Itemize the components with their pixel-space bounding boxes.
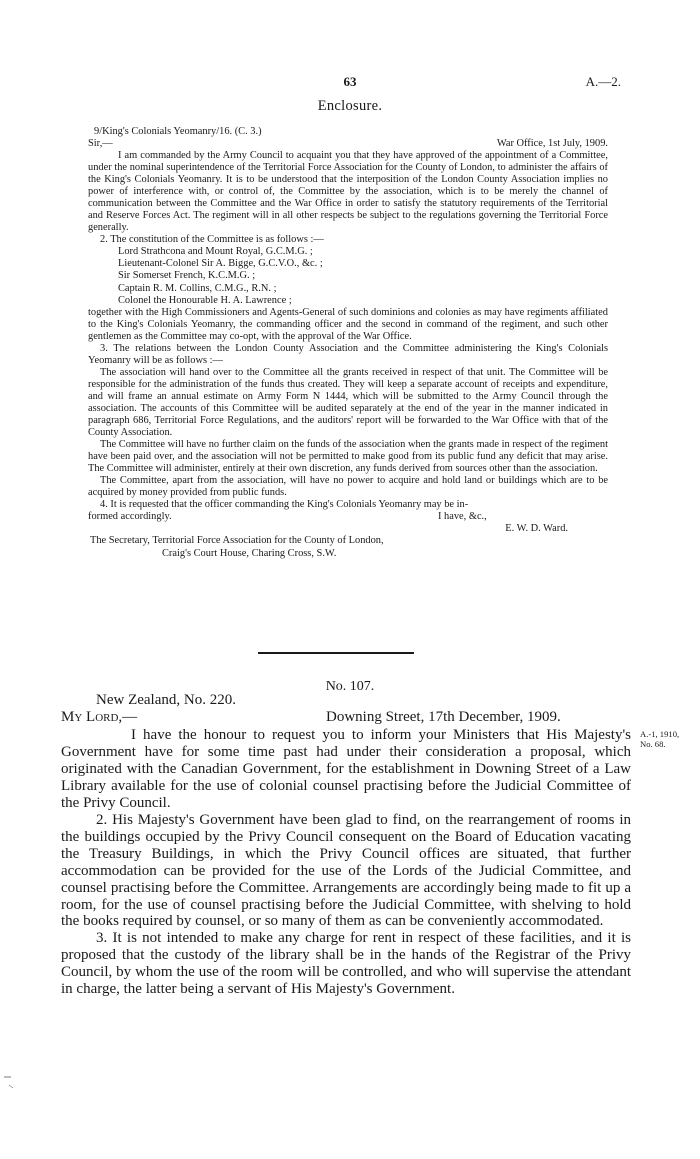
enclosure-paragraph-3a: The association will hand over to the Committee all the grants received in respect of that unit. The Committee will be responsible for the administration of the funds thus created. They will keep a separate account of receipts and expenditure, and will frame an annual estimate on Army Form N 1444, which will be submitted to the Army Council through the association. The accounts of this Committee will be audited separately at the end of the year in the manner indicated in paragraph 686, Territorial Force Regulations, and the auditors' report will be forwarded to the War Office with that of the County Association. <box>88 366 608 439</box>
enclosure-paragraph-3b: The Committee will have no further claim on the funds of the association when the grants made in respect of the regiment have been paid over, and the association will not be permitted to make good from its public fund any deficit that may arise. The Committee will administer, entirely at their own discretion, any funds derived from sources other than the association. <box>88 439 608 475</box>
margin-reference-line-2: No. 68. <box>640 739 666 749</box>
enclosure-paragraph-2-intro: 2. The constitution of the Committee is as follows :— <box>100 234 324 246</box>
enclosure-closing: I have, &c., <box>438 511 487 523</box>
reference-text: 9/King's Colonials Yeomanry/16. (C. 3.) <box>94 126 262 137</box>
page-number: 63 <box>343 74 357 89</box>
enclosure-signature: E. W. D. Ward. <box>505 523 568 535</box>
enclosure-salutation-line <box>88 138 608 150</box>
page-header <box>0 74 700 90</box>
enclosure-paragraph-3c: The Committee, apart from the association, will have no power to acquire and hold land or buildings which are to be acquired by money provided from public funds. <box>88 475 608 499</box>
letter-paragraph-2: 2. His Majesty's Government have been glad to find, on the rearrangement of rooms in the buildings occupied by the Privy Council consequent on the Board of Education vacating the Treasury Buildings, in which the Privy Council offices are situated, that further accommodation can be provided for the use of the Lords of the Judicial Committee, and counsel practising before the Committee. Arrangements are accordingly being made to fit up a room, for the use of counsel practising before the Judicial Committee, with shelving to hold the books required by counsel, or so many of them as can be conveniently accommodated. <box>61 811 631 930</box>
enclosure-paragraph-1: I am commanded by the Army Council to acquaint you that they have approved of the appointment of a Committee, under the nominal superintendence of the Territorial Force Association for the County of London, to administer the affairs of the King's Colonials Yeomanry. It is to be understood that the interposition of the London County Association implies no power of interference with, or control of, the Committee by the association, which is to be merely the channel of communication between the Committee and the War Office in order to satisfy the statutory requirements of the Territorial and Reserve Forces Act. The regiment will in all other respects be subject to the regulations governing the Territorial Force generally. <box>88 150 608 234</box>
enclosure-date: War Office, 1st July, 1909. <box>496 138 608 149</box>
letter-location-date: Downing Street, 17th December, 1909. <box>326 709 561 725</box>
letter-salutation-line <box>61 709 631 727</box>
committee-member: Colonel the Honourable H. A. Lawrence ; <box>118 294 292 306</box>
margin-reference-line-1: A.-1, 1910, <box>640 729 680 739</box>
enclosure-paragraph-4: 4. It is requested that the officer commanding the King's Colonials Yeomanry may be in- <box>100 499 469 511</box>
committee-member: Captain R. M. Collins, C.M.G., R.N. ; <box>118 282 277 294</box>
letter-salutation: My Lord,— <box>61 709 138 725</box>
addressee-line-2: Craig's Court House, Charing Cross, S.W. <box>162 547 337 559</box>
scan-speck-mark <box>4 1075 14 1089</box>
section-divider <box>258 652 414 654</box>
enclosure-paragraph-2-continued: together with the High Commissioners and Agents-General of such dominions and colonies as may have regiments affiliated to the King's Colonials Yeomanry, the commanding officer and the second in command of the regiment, and such other gentlemen as the Committee may co-opt, with the approval of the War Office. <box>88 306 608 342</box>
enclosure-signoff <box>88 511 608 523</box>
enclosure-paragraph-4-end: formed accordingly. <box>88 511 172 523</box>
committee-member: Lord Strathcona and Mount Royal, G.C.M.G. ; <box>118 246 313 258</box>
margin-reference <box>640 729 700 749</box>
committee-member: Sir Somerset French, K.C.M.G. ; <box>118 270 256 282</box>
enclosure-salutation: Sir,— <box>88 138 113 149</box>
letter-paragraph-3: 3. It is not intended to make any charge for rent in respect of these facilities, and it is proposed that the custody of the library shall be in the hands of the Registrar of the Privy Council, by whom the use of the room will be controlled, and who will supervise the attendant in charge, the latter being a servant of His Majesty's Government. <box>61 930 631 998</box>
letter-body <box>61 727 631 998</box>
page-reference: A.—2. <box>585 74 621 89</box>
letter-series: New Zealand, No. 220. <box>96 692 236 708</box>
enclosure-addressee <box>88 535 608 559</box>
committee-members-list <box>88 246 608 306</box>
enclosure-paragraph-3: 3. The relations between the London County Association and the Committee administering the King's Colonials Yeomanry will be as follows :— <box>88 342 608 366</box>
letter-number: No. 107. <box>325 679 375 694</box>
letter-paragraph-1: I have the honour to request you to inform your Ministers that His Majesty's Government have for some time past had under their consideration a proposal, which originated with the Canadian Government, for the establishment in Downing Street of a Law Library available for the use of colonial counsel practising before the Judicial Committee of the Privy Council. <box>61 727 631 811</box>
enclosure-title: Enclosure. <box>317 98 383 114</box>
addressee-line-1: The Secretary, Territorial Force Association for the County of London, <box>90 535 384 547</box>
enclosure-body <box>88 150 608 560</box>
committee-member: Lieutenant-Colonel Sir A. Bigge, G.C.V.O., &c. ; <box>118 258 323 270</box>
